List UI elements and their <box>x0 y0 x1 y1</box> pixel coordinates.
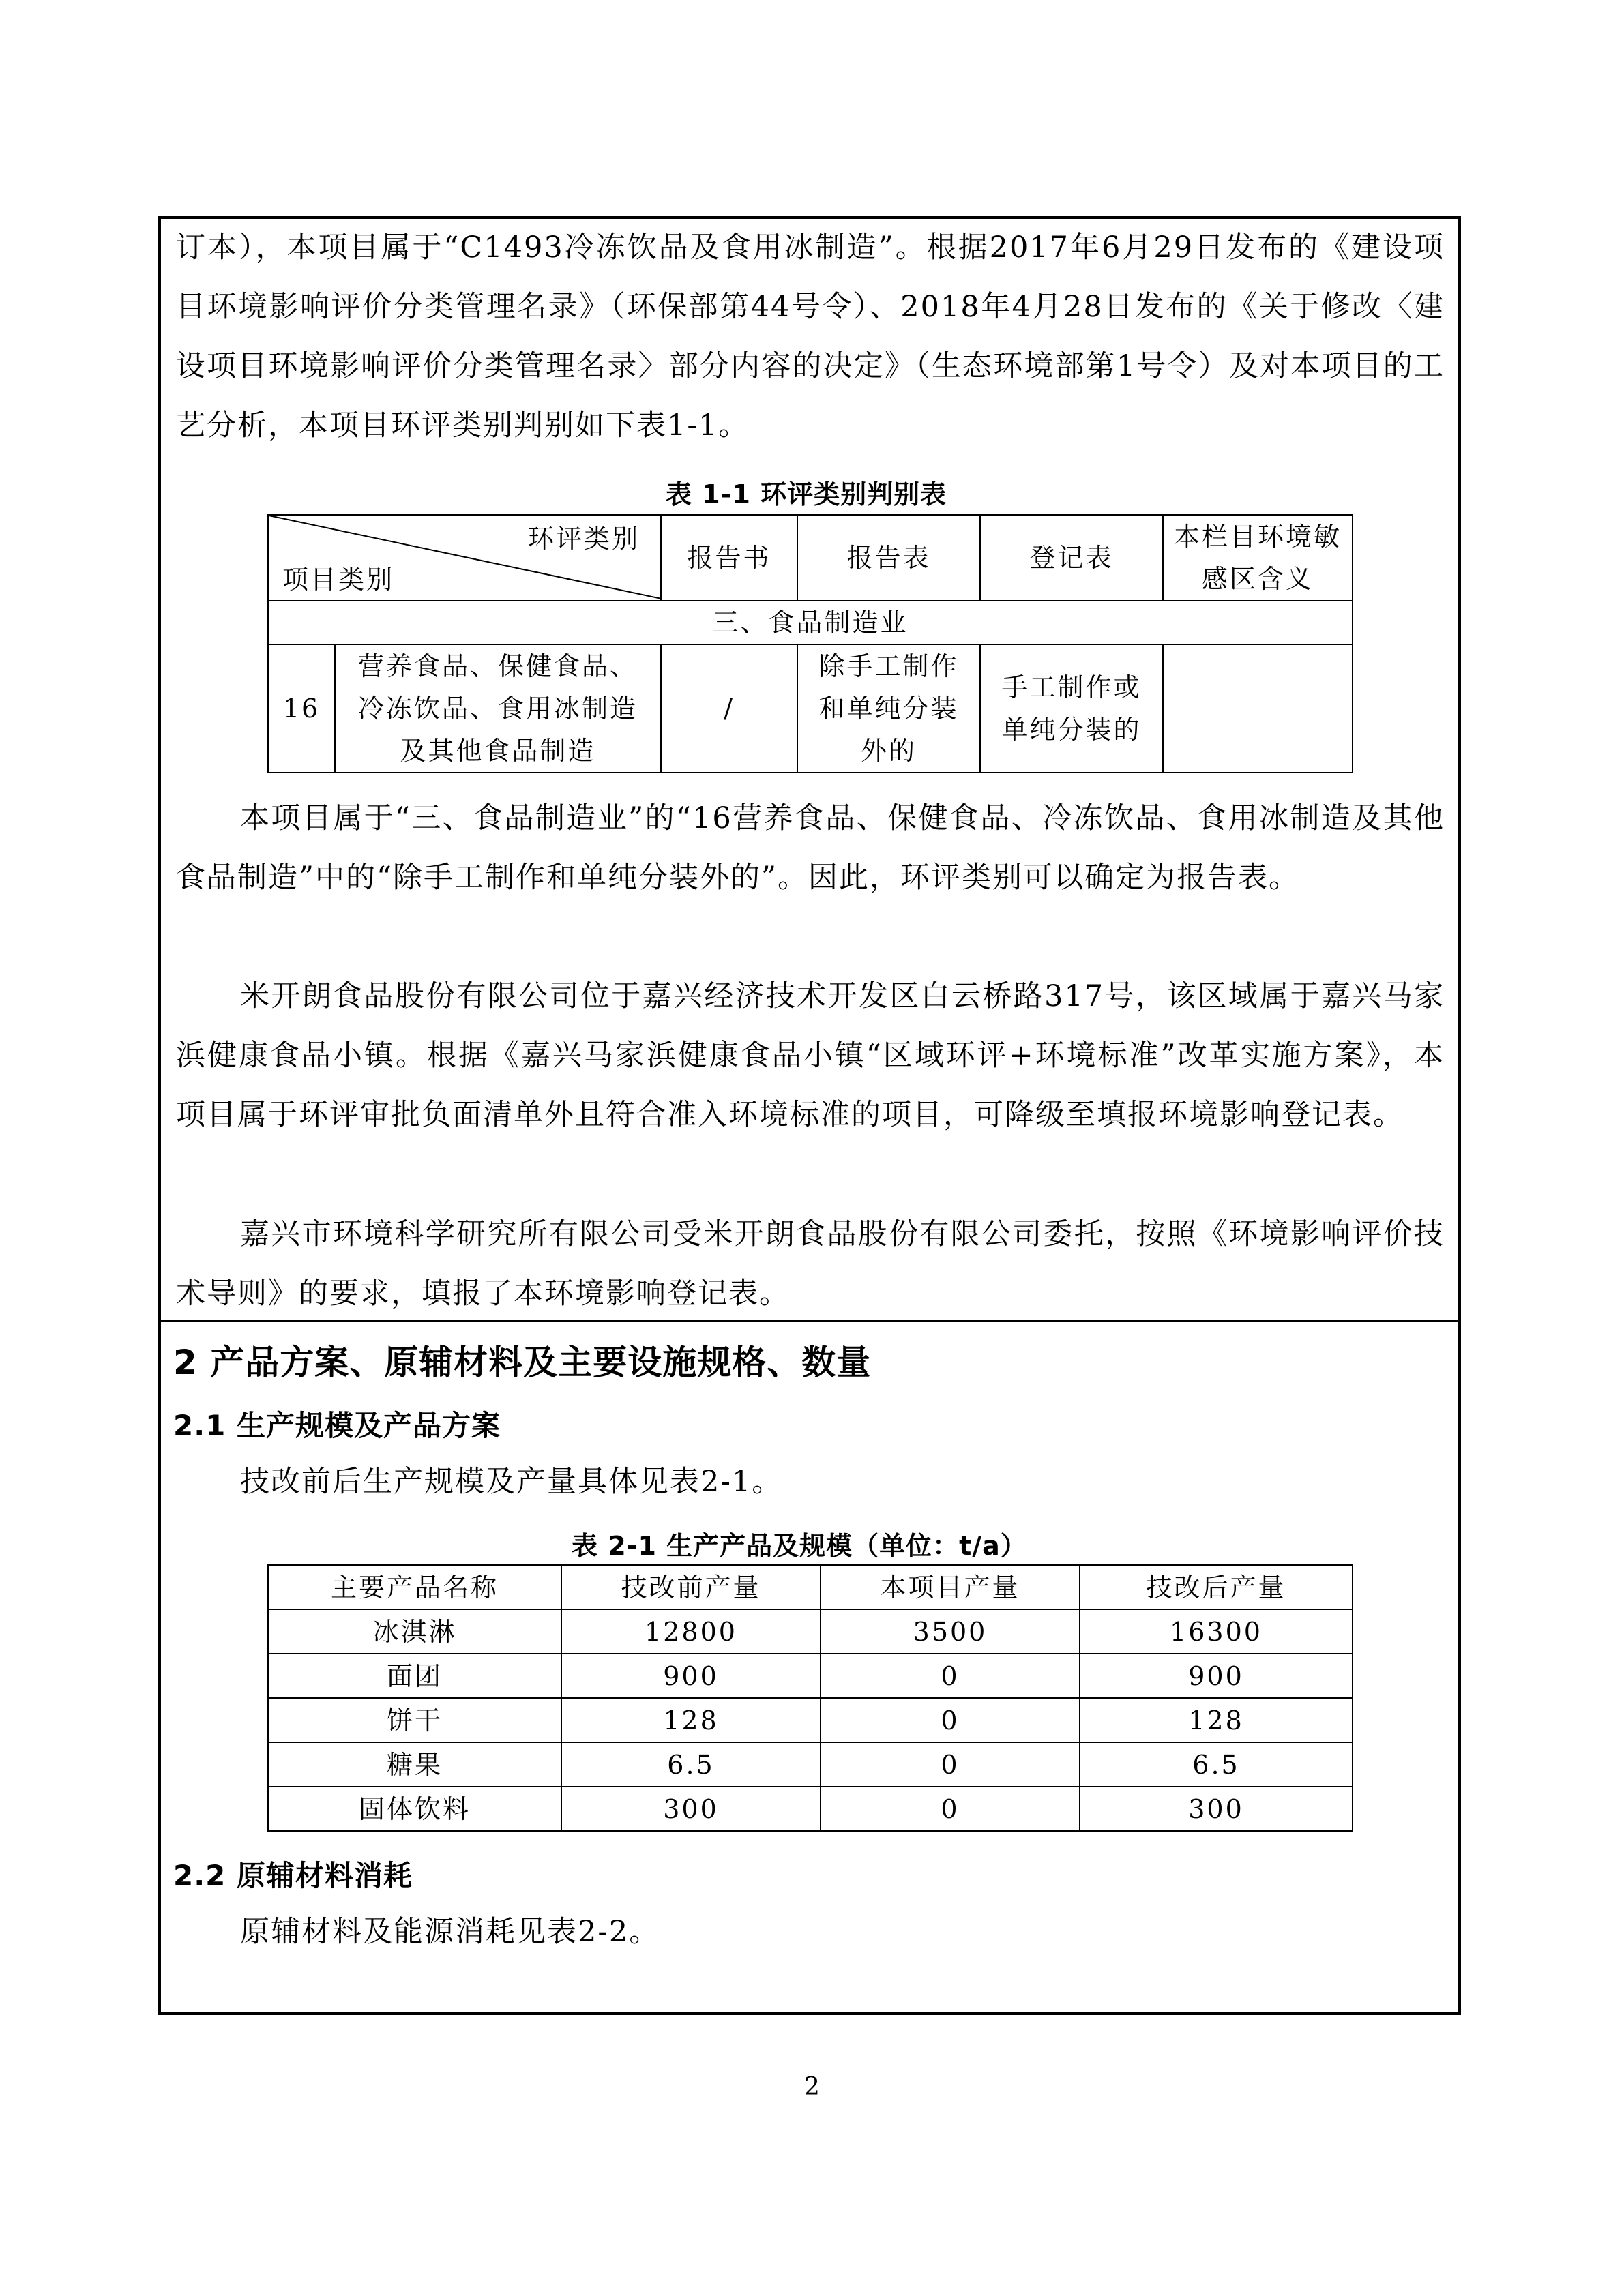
header-report-book: 报告书 <box>661 515 797 601</box>
row-report-form: 除手工制作和单纯分装外的 <box>797 644 980 773</box>
paragraph-category-conclusion: 本项目属于“三、食品制造业”的“16营养食品、保健食品、冷冻饮品、食用冰制造及其他食品制造”中的“除手工制作和单纯分装外的”。因此，环评类别可以确定为报告表。 <box>176 801 1445 895</box>
table2-header-row <box>268 1565 1353 1609</box>
project-output: 3500 <box>821 1609 1080 1654</box>
diag-bottom-label: 项目类别 <box>282 565 395 595</box>
header-product-name: 主要产品名称 <box>268 1565 561 1609</box>
after-output: 6.5 <box>1080 1742 1353 1787</box>
header-project-output: 本项目产量 <box>821 1565 1080 1609</box>
header-sensitive-area: 本栏目环境敏感区含义 <box>1163 515 1353 601</box>
paragraph-commission: 嘉兴市环境科学研究所有限公司受米开朗食品股份有限公司委托，按照《环境影响评价技术导则》的要求，填报了本环境影响登记表。 <box>176 1217 1445 1311</box>
row-sensitive <box>1163 644 1353 773</box>
table-row <box>268 1654 1353 1698</box>
row-number: 16 <box>268 644 335 773</box>
product-name: 糖果 <box>268 1742 561 1787</box>
table-row <box>268 1742 1353 1787</box>
production-scale-table <box>267 1564 1353 1832</box>
row-registration: 手工制作或单纯分装的 <box>980 644 1163 773</box>
diag-top-label: 环评类别 <box>527 524 640 554</box>
row-category: 营养食品、保健食品、冷冻饮品、食用冰制造及其他食品制造 <box>335 644 661 773</box>
table2-caption: 表 2-1 生产产品及规模（单位：t/a） <box>572 1531 1027 1561</box>
section2-heading: 2 产品方案、原辅材料及主要设施规格、数量 <box>173 1343 872 1382</box>
after-output: 16300 <box>1080 1609 1353 1654</box>
header-before-output: 技改前产量 <box>561 1565 821 1609</box>
before-output: 128 <box>561 1698 821 1742</box>
page-number: 2 <box>804 2073 820 2101</box>
product-name: 饼干 <box>268 1698 561 1742</box>
subsection-2-1-heading: 2.1 生产规模及产品方案 <box>173 1409 501 1442</box>
subsection-2-2-heading: 2.2 原辅材料消耗 <box>173 1859 413 1892</box>
table1-data-row <box>268 644 1353 773</box>
project-output: 0 <box>821 1654 1080 1698</box>
diagonal-header-cell <box>268 515 661 601</box>
section-row-label: 三、食品制造业 <box>268 601 1353 644</box>
header-report-form: 报告表 <box>797 515 980 601</box>
project-output: 0 <box>821 1742 1080 1787</box>
eia-category-table <box>267 514 1353 773</box>
paragraph-location: 米开朗食品股份有限公司位于嘉兴经济技术开发区白云桥路317号，该区域属于嘉兴马家浜健康食品小镇。根据《嘉兴马家浜健康食品小镇“区域环评+环境标准”改革实施方案》，本项目属于环评审批负面清单外且符合准入环境标准的项目，可降级至填报环境影响登记表。 <box>176 979 1445 1132</box>
after-output: 300 <box>1080 1787 1353 1831</box>
subsection-2-2-text: 原辅材料及能源消耗见表2-2。 <box>240 1915 660 1949</box>
table1-section-row <box>268 601 1353 644</box>
table1-header-row <box>268 515 1353 601</box>
header-registration: 登记表 <box>980 515 1163 601</box>
product-name: 冰淇淋 <box>268 1609 561 1654</box>
table1-caption: 表 1-1 环评类别判别表 <box>666 479 947 509</box>
table-row <box>268 1787 1353 1831</box>
row-report-book: / <box>661 644 797 773</box>
product-name: 固体饮料 <box>268 1787 561 1831</box>
table-row <box>268 1698 1353 1742</box>
after-output: 128 <box>1080 1698 1353 1742</box>
table-row <box>268 1609 1353 1654</box>
intro-paragraph: 订本），本项目属于“C1493冷冻饮品及食用冰制造”。根据2017年6月29日发布的《建设项目环境影响评价分类管理名录》（环保部第44号令）、2018年4月28日发布的《关于修改〈建设项目环境影响评价分类管理名录〉部分内容的决定》（生态环境部第1号令）及对本项目的工艺分析，本项目环评类别判别如下表1-1。 <box>176 230 1445 443</box>
product-name: 面团 <box>268 1654 561 1698</box>
subsection-2-1-text: 技改前后生产规模及产量具体见表2-1。 <box>240 1465 783 1499</box>
project-output: 0 <box>821 1698 1080 1742</box>
section-divider <box>158 1320 1461 1322</box>
before-output: 900 <box>561 1654 821 1698</box>
before-output: 12800 <box>561 1609 821 1654</box>
header-after-output: 技改后产量 <box>1080 1565 1353 1609</box>
before-output: 300 <box>561 1787 821 1831</box>
before-output: 6.5 <box>561 1742 821 1787</box>
after-output: 900 <box>1080 1654 1353 1698</box>
project-output: 0 <box>821 1787 1080 1831</box>
